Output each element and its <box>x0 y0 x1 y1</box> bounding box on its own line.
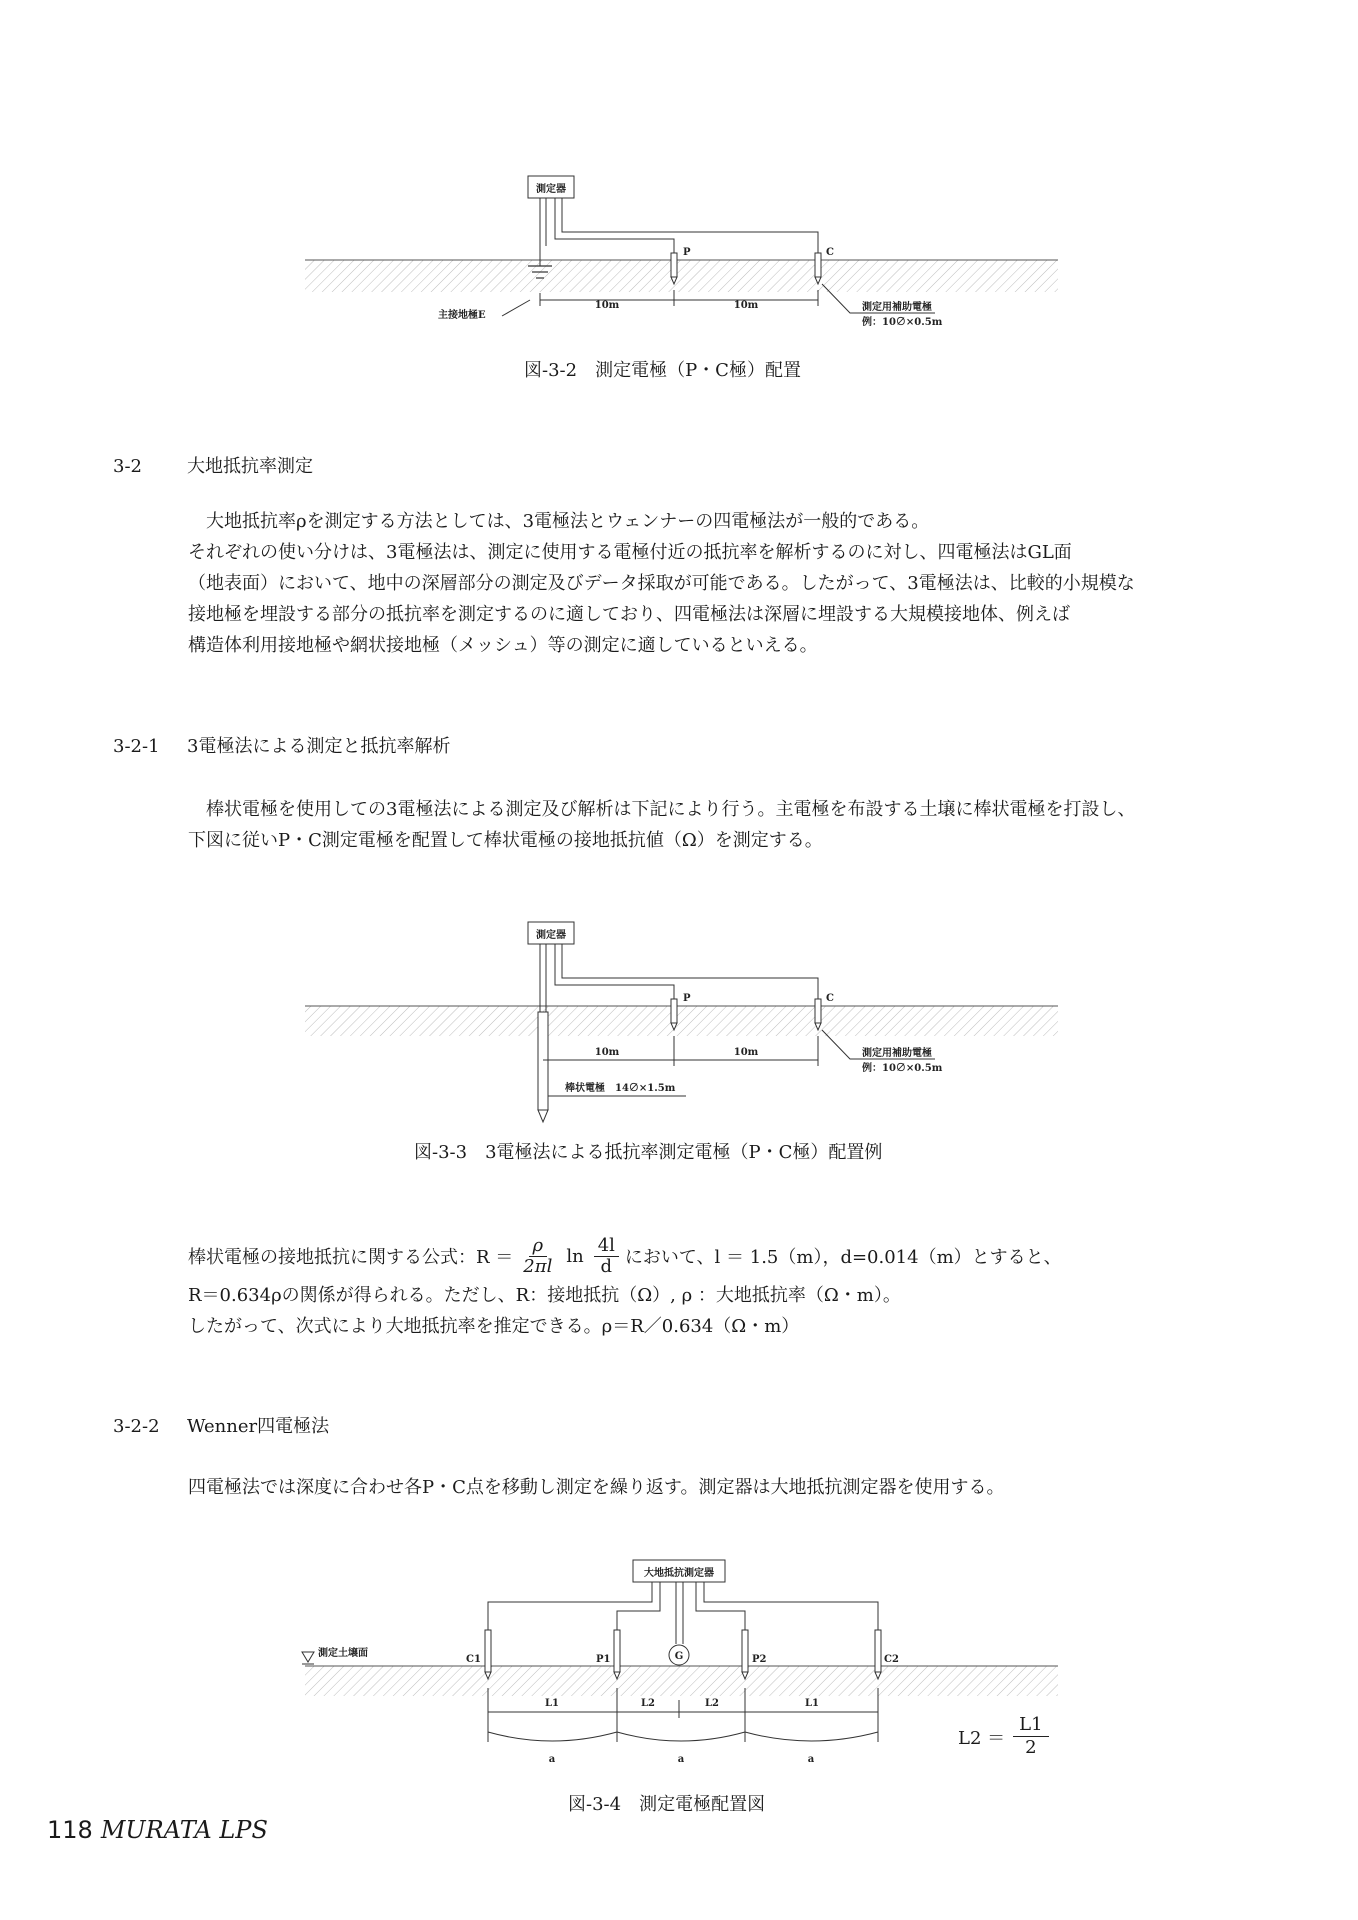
c1-electrode <box>485 1630 491 1672</box>
equation-fraction <box>1013 1714 1048 1759</box>
paragraph-line: 接地極を埋設する部分の抵抗率を測定するのに適しており、四電極法は深層に埋設する大規模接地体、例えば <box>188 604 1070 625</box>
aux-electrode-spec: 例：10∅×0.5m <box>862 1063 943 1074</box>
lead-p <box>555 198 674 253</box>
paragraph-line: R＝0.634ρの関係が得られる。ただし、R：接地抵抗（Ω）, ρ ：大地抵抗率（Ω・m）。 <box>188 1285 901 1306</box>
p2-label: P2 <box>752 1654 767 1665</box>
paragraph <box>188 794 1135 856</box>
figure-3-3-diagram <box>305 922 1058 1122</box>
figure-caption: 図-3-3 3電極法による抵抗率測定電極（P・C極）配置例 <box>414 1142 883 1163</box>
lead-p1 <box>617 1582 660 1630</box>
formula-fraction-1 <box>519 1236 556 1277</box>
main-electrode-label: 主接地極E <box>438 310 486 321</box>
lead-c <box>562 198 818 253</box>
section-title: Wenner四電極法 <box>187 1416 330 1437</box>
p1-electrode <box>614 1630 620 1672</box>
page-footer <box>47 1816 268 1844</box>
a-label-1: a <box>548 1754 556 1765</box>
rod-electrode <box>538 1012 548 1110</box>
aux-electrode-spec: 例：10∅×0.5m <box>862 317 943 328</box>
p-electrode <box>671 999 677 1023</box>
figure-3-2-diagram <box>305 176 1058 328</box>
page-number: 118 <box>47 1816 93 1844</box>
surface-label: 測定土壌面 <box>318 1648 368 1659</box>
dist-label-2: 10m <box>733 300 759 311</box>
paragraph-line: 下図に従いP・C測定電極を配置して棒状電極の接地抵抗値（Ω）を測定する。 <box>188 830 823 851</box>
formula-suffix: において、l ＝ 1.5（m），d=0.014（m）とすると、 <box>624 1247 1062 1268</box>
c1-label: C1 <box>466 1654 481 1665</box>
figure-3-4-diagram <box>302 1560 1058 1765</box>
c-electrode <box>815 253 821 277</box>
p1-label: P1 <box>596 1654 611 1665</box>
p-label: P <box>683 993 691 1004</box>
meter-label: 大地抵抗測定器 <box>644 1568 714 1579</box>
c-label: C <box>826 993 834 1004</box>
spacing-arc-a1 <box>488 1732 617 1741</box>
l2-equation <box>958 1714 1049 1759</box>
a-label-3: a <box>807 1754 815 1765</box>
formula-fraction-2 <box>594 1236 619 1277</box>
g-label: G <box>674 1651 684 1662</box>
lead-p <box>555 944 674 999</box>
soil-hatch <box>305 1006 1058 1036</box>
surface-marker-icon <box>302 1652 314 1662</box>
fraction-denominator: 2πl <box>523 1255 553 1277</box>
figure-caption: 図-3-4 測定電極配置図 <box>568 1794 766 1815</box>
c-electrode <box>815 999 821 1023</box>
l2-label-left: L2 <box>641 1698 655 1709</box>
section-number: 3-2-1 <box>113 736 160 757</box>
c2-label: C2 <box>884 1654 899 1665</box>
l1-label-left: L1 <box>545 1698 559 1709</box>
section-number: 3-2-2 <box>113 1416 160 1437</box>
formula-prefix: 棒状電極の接地抵抗に関する公式：R ＝ <box>188 1247 514 1268</box>
lead-c2 <box>704 1582 878 1630</box>
paragraph-line: 四電極法では深度に合わせ各P・C点を移動し測定を繰り返す。測定器は大地抵抗測定器を使用する。 <box>188 1477 1005 1498</box>
c2-electrode <box>875 1630 881 1672</box>
section-number: 3-2 <box>113 456 142 477</box>
rod-electrode-label: 棒状電極 14∅×1.5m <box>565 1083 676 1094</box>
equation-lhs: L2 ＝ <box>958 1727 1006 1749</box>
p-label: P <box>683 247 691 258</box>
l1-label-right: L1 <box>805 1698 819 1709</box>
section-heading <box>113 732 450 758</box>
paragraph-line: 構造体利用接地極や網状接地極（メッシュ）等の測定に適しているといえる。 <box>188 635 818 656</box>
lead-p2 <box>696 1582 745 1630</box>
paragraph-line: したがって、次式により大地抵抗率を推定できる。ρ＝R／0.634（Ω・m） <box>188 1316 800 1337</box>
p-electrode <box>671 253 677 277</box>
dist-label-1: 10m <box>594 300 620 311</box>
paragraph <box>188 1280 901 1342</box>
section-heading <box>113 1412 329 1438</box>
soil-hatch <box>305 1666 1058 1696</box>
aux-electrode-label: 測定用補助電極 <box>862 302 932 313</box>
formula-line <box>188 1234 1062 1278</box>
fraction-numerator: 4l <box>594 1236 619 1257</box>
c-label: C <box>826 247 834 258</box>
l2-label-right: L2 <box>705 1698 719 1709</box>
meter-label: 測定器 <box>536 930 566 941</box>
section-heading <box>113 452 313 478</box>
section-title: 大地抵抗率測定 <box>187 456 313 477</box>
paragraph-line: 棒状電極を使用しての3電極法による測定及び解析は下記により行う。主電極を布設する土壌に棒状電極を打設し、 <box>206 799 1136 820</box>
paragraph-line: （地表面）において、地中の深層部分の測定及びデータ採取が可能である。したがって、3電極法は、比較的小規模な <box>188 573 1135 594</box>
dist-label-1: 10m <box>594 1047 620 1058</box>
meter-label: 測定器 <box>536 184 566 195</box>
fraction-numerator: L1 <box>1013 1714 1048 1737</box>
figure-caption: 図-3-2 測定電極（P・C極）配置 <box>524 360 801 381</box>
fraction-denominator: d <box>600 1255 613 1277</box>
paragraph <box>188 1472 1004 1503</box>
lead-c <box>562 944 818 999</box>
fraction-numerator: ρ <box>529 1236 548 1257</box>
spacing-arc-a3 <box>745 1732 878 1741</box>
paragraph <box>188 506 1135 661</box>
paragraph-line: 大地抵抗率ρを測定する方法としては、3電極法とウェンナーの四電極法が一般的である。 <box>206 511 930 532</box>
spacing-arc-a2 <box>617 1732 745 1741</box>
brand-name: MURATA LPS <box>100 1816 268 1844</box>
lead-c1 <box>488 1582 652 1630</box>
p2-electrode <box>742 1630 748 1672</box>
soil-hatch <box>305 260 1058 292</box>
section-title: 3電極法による測定と抵抗率解析 <box>187 736 451 757</box>
formula-ln: ln <box>566 1245 584 1267</box>
dist-label-2: 10m <box>733 1047 759 1058</box>
paragraph-line: それぞれの使い分けは、3電極法は、測定に使用する電極付近の抵抗率を解析するのに対し、四電極法はGL面 <box>188 542 1072 563</box>
a-label-2: a <box>677 1754 685 1765</box>
aux-electrode-label: 測定用補助電極 <box>862 1048 932 1059</box>
fraction-denominator: 2 <box>1025 1737 1037 1758</box>
